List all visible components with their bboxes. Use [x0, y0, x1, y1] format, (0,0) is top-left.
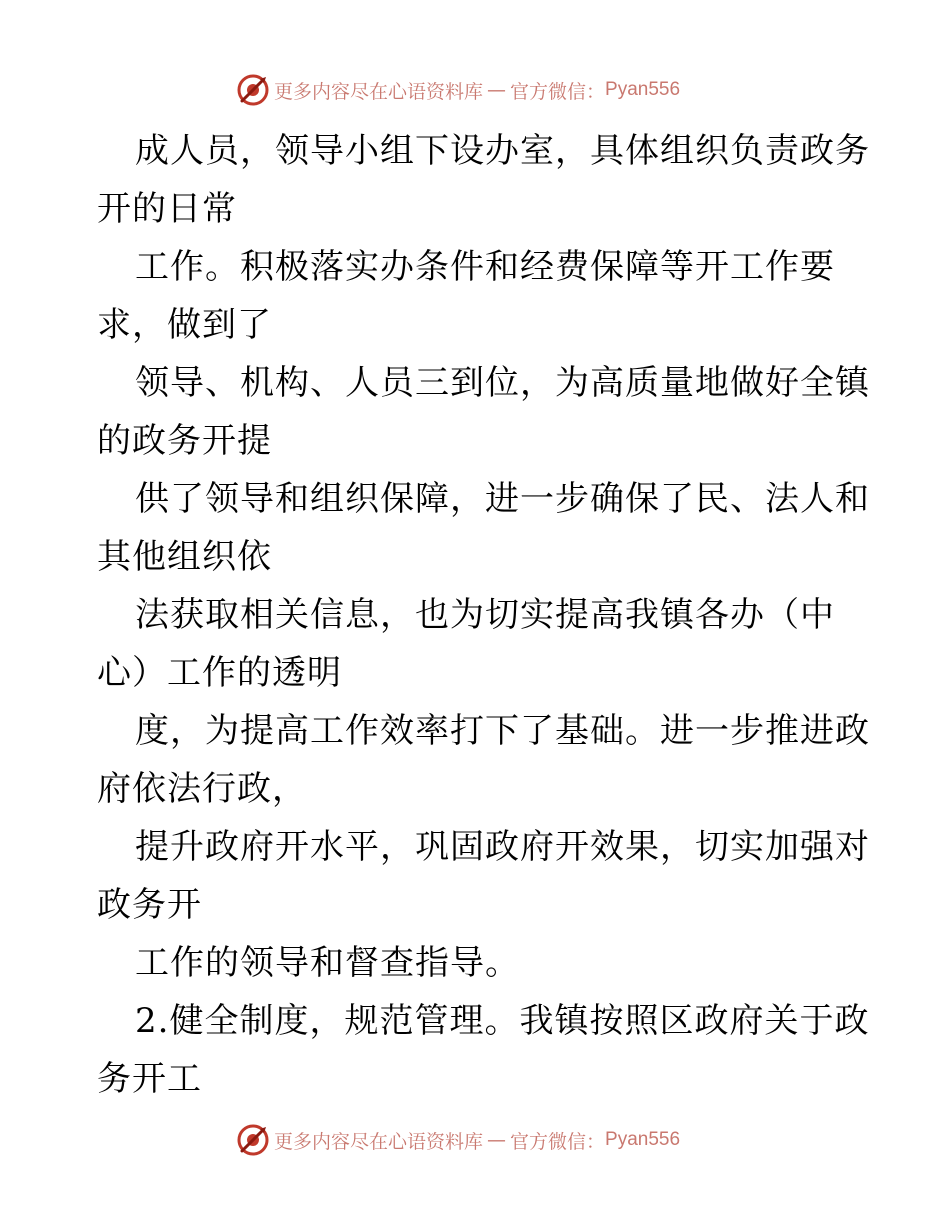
text-line: 务开工 [97, 1059, 202, 1099]
watermark-site-text: 更多内容尽在心语资料库 [274, 1130, 484, 1153]
text-line: 成人员，领导小组下设办室，具体组织负责政务 [135, 131, 870, 171]
watermark-wechat-id: Pyan556 [605, 1129, 681, 1150]
header-watermark [236, 70, 756, 110]
text-line: 开的日常 [97, 189, 237, 229]
text-line: 的政务开提 [97, 421, 272, 461]
text-line: 求，做到了 [97, 305, 272, 345]
text-line: 度，为提高工作效率打下了基础。进一步推进政 [135, 711, 870, 751]
watermark-separator: — [487, 1129, 507, 1151]
text-line: 提升政府开水平，巩固政府开效果，切实加强对 [135, 827, 870, 867]
text-line: 领导、机构、人员三到位，为高质量地做好全镇 [135, 363, 870, 403]
text-line: 供了领导和组织保障，进一步确保了民、法人和 [135, 479, 870, 519]
watermark-separator: — [487, 79, 507, 101]
text-line: 工作。积极落实办条件和经费保障等开工作要 [135, 247, 835, 287]
text-line: 政务开 [97, 885, 202, 925]
text-line: 法获取相关信息，也为切实提高我镇各办（中 [135, 595, 835, 635]
watermark-wechat-label: 官方微信： [510, 80, 606, 103]
text-line: 2.健全制度，规范管理。我镇按照区政府关于政 [135, 1001, 870, 1041]
footer-watermark [236, 1120, 756, 1160]
text-line: 心）工作的透明 [97, 653, 342, 693]
text-line: 府依法行政， [97, 769, 307, 809]
text-line: 工作的领导和督查指导。 [135, 943, 520, 983]
red-pen-circle-icon [236, 1123, 270, 1157]
watermark-wechat-label: 官方微信： [510, 1130, 606, 1153]
text-line: 其他组织依 [97, 537, 272, 577]
watermark-wechat-id: Pyan556 [605, 79, 681, 100]
document-body [97, 122, 870, 1108]
red-pen-circle-icon [236, 73, 270, 107]
watermark-site-text: 更多内容尽在心语资料库 [274, 80, 484, 103]
